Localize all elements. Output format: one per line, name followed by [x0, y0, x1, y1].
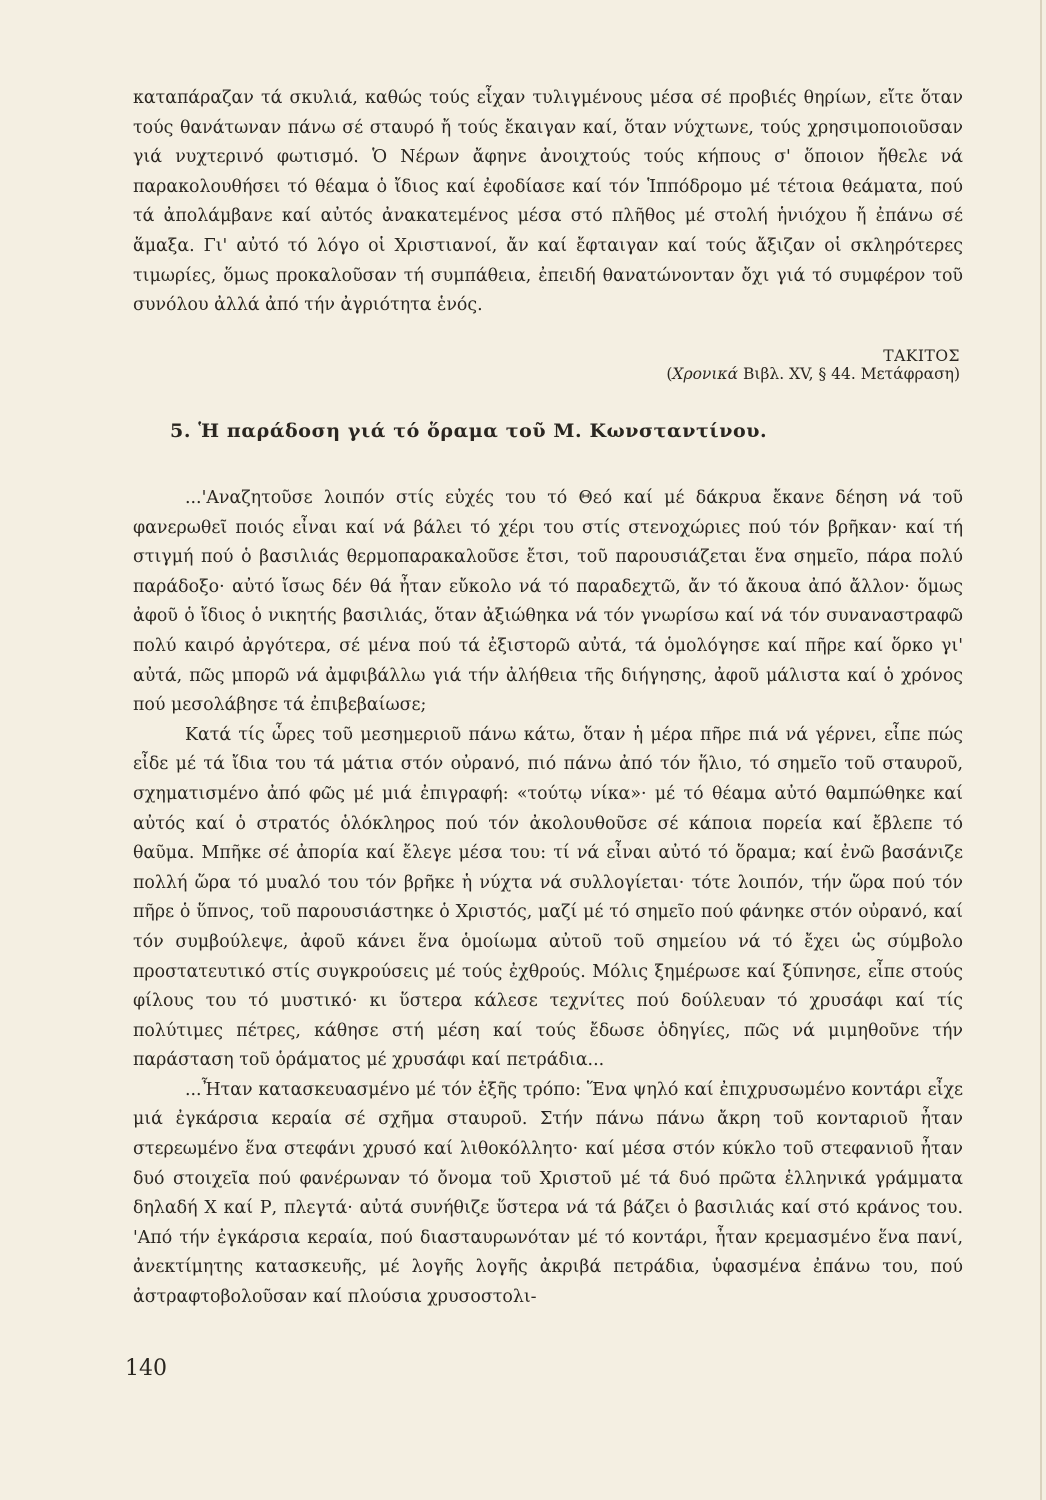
attribution-source [560, 360, 960, 388]
page-edge-mark [1040, 0, 1042, 1500]
attribution-author: ΤΑΚΙΤΟΣ [883, 347, 960, 365]
section-heading: 5. Ἡ παράδοση γιά τό ὅραμα τοῦ Μ. Κωνσταντίνου. [170, 420, 768, 442]
paragraph-prayer: ...'Αναζητοῦσε λοιπόν στίς εὐχές του τό Θεό καί μέ δάκρυα ἔκανε δέηση νά τοῦ φανερωθεῖ ποιός εἶναι καί νά βάλει τό χέρι του στίς στενοχώριες πού τόν βρῆκαν· καί τή στιγμή πού ὁ βασιλιάς θερμοπαρακαλοῦσε ἔτσι, τοῦ παρουσιάζεται ἕνα σημεῖο, πάρα πολύ παράδοξο· αὐτό ἴσως δέν θά ἦταν εὔκολο νά τό παραδεχτῶ, ἄν τό ἄκουα ἀπό ἄλλον· ὅμως ἀφοῦ ὁ ἴδιος ὁ νικητής βασιλιάς, ὅταν ἀξιώθηκα νά τόν γνωρίσω καί νά τόν συναναστραφῶ πολύ καιρό ἀργότερα, σέ μένα πού τά ἐξιστορῶ αὐτά, τά ὁμολόγησε καί πῆρε καί ὅρκο γι' αὐτά, πῶς μπορῶ νά ἀμφιβάλλω γιά τήν ἀλήθεια τῆς διήγησης, ἀφοῦ μάλιστα καί ὁ χρόνος πού μεσολάβησε τά ἐπιβεβαίωσε; [133, 488, 963, 716]
source-work: Χρονικά [672, 365, 739, 383]
page-number: 140 [125, 1356, 167, 1381]
tacitus-passage [133, 84, 963, 321]
source-open: ( [666, 365, 673, 383]
paragraph-labarum: ...Ἦταν κατασκευασμένο μέ τόν ἑξῆς τρόπο: Ἕνα ψηλό καί ἐπιχρυσωμένο κοντάρι εἶχε μιά ἐγκάρσια κεραία σέ σχῆμα σταυροῦ. Στήν πάνω πάνω ἄκρη τοῦ κονταριοῦ ἦταν στερεωμένο ἕνα στεφάνι χρυσό καί λιθοκόλλητο· καί μέσα στόν κύκλο τοῦ στεφανιοῦ ἦταν δυό στοιχεῖα πού φανέρωναν τό ὄνομα τοῦ Χριστοῦ μέ τά δυό πρῶτα ἑλληνικά γράμματα δηλαδή Χ καί Ρ, πλεγτά· αὐτά συνήθιζε ὕστερα νά τά βάζει ὁ βασιλιάς καί στό κράνος του. 'Από τήν ἐγκάρσια κεραία, πού διασταυρωνόταν μέ τό κοντάρι, ἦταν κρεμασμένο ἕνα πανί, ἀνεκτίμητης κατασκευῆς, μέ λογῆς λογῆς ἀκριβά πετράδια, ὑφασμένα ἐπάνω του, πού ἀστραφτοβολοῦσαν καί πλούσια χρυσοστολι- [133, 1079, 963, 1308]
tacitus-paragraph: καταπάραζαν τά σκυλιά, καθώς τούς εἶχαν τυλιγμένους μέσα σέ προβιές θηρίων, εἴτε ὅταν τούς θανάτωναν πάνω σέ σταυρό ἤ τούς ἔκαιγαν καί, ὅταν νύχτωνε, τούς χρησιμοποιοῦσαν γιά νυχτερινό φωτισμό. Ὁ Νέρων ἄφηνε ἀνοιχτούς τούς κήπους σ' ὅποιον ἤθελε νά παρακολουθήσει τό θέαμα ὁ ἴδιος καί ἐφοδίασε καί τόν Ἱππόδρομο μέ τέτοια θεάματα, πού τά ἀπολάμβανε καί αὐτός ἀνακατεμένος μέσα στό πλῆθος μέ στολή ἡνιόχου ἤ ἐπάνω σέ ἅμαξα. Γι' αὐτό τό λόγο οἱ Χριστιανοί, ἄν καί ἔφταιγαν καί τούς ἄξιζαν οἱ σκληρότερες τιμωρίες, ὅμως προκαλοῦσαν τή συμπάθεια, ἐπειδή θανατώνονταν ὄχι γιά τό συμφέρον τοῦ συνόλου ἀλλά ἀπό τήν ἀγριότητα ἑνός. [133, 88, 963, 316]
source-rest: Βιβλ. XV, § 44. Μετάφραση) [738, 365, 960, 383]
paragraph-vision: Κατά τίς ὧρες τοῦ μεσημεριοῦ πάνω κάτω, ὅταν ἡ μέρα πῆρε πιά νά γέρνει, εἶπε πώς εἶδε μέ τά ἴδια του τά μάτια στόν οὐρανό, πιό πάνω ἀπό τόν ἥλιο, τό σημεῖο τοῦ σταυροῦ, σχηματισμένο ἀπό φῶς μέ μιά ἐπιγραφή: «τούτῳ νίκα»· μέ τό θέαμα αὐτό θαμπώθηκε καί αὐτός καί ὁ στρατός ὁλόκληρος πού τόν ἀκολουθοῦσε σέ κάποια πορεία καί ἔβλεπε τό θαῦμα. Μπῆκε σέ ἀπορία καί ἔλεγε μέσα του: τί νά εἶναι αὐτό τό ὅραμα; καί ἐνῶ βασάνιζε πολλή ὥρα τό μυαλό του τόν βρῆκε ἡ νύχτα νά συλλογίεται· τότε λοιπόν, τήν ὥρα πού τόν πῆρε ὁ ὕπνος, τοῦ παρουσιάστηκε ὁ Χριστός, μαζί μέ τό σημεῖο πού φάνηκε στόν οὐρανό, καί τόν συμβούλεψε, ἀφοῦ κάνει ἕνα ὁμοίωμα αὐτοῦ τοῦ σημείου νά τό ἔχει ὡς σύμβολο προστατευτικό στίς συγκρούσεις μέ τούς ἐχθρούς. Μόλις ξημέρωσε καί ξύπνησε, εἶπε στούς φίλους του τό μυστικό· κι ὕστερα κάλεσε τεχνίτες πού δούλευαν τό χρυσάφι καί τίς πολύτιμες πέτρες, κάθησε στή μέση καί τούς ἔδωσε ὁδηγίες, πῶς νά μιμηθοῦνε τήν παράσταση τοῦ ὁράματος μέ χρυσάφι καί πετράδια... [133, 724, 963, 1071]
eusebius-passage [133, 484, 963, 1313]
